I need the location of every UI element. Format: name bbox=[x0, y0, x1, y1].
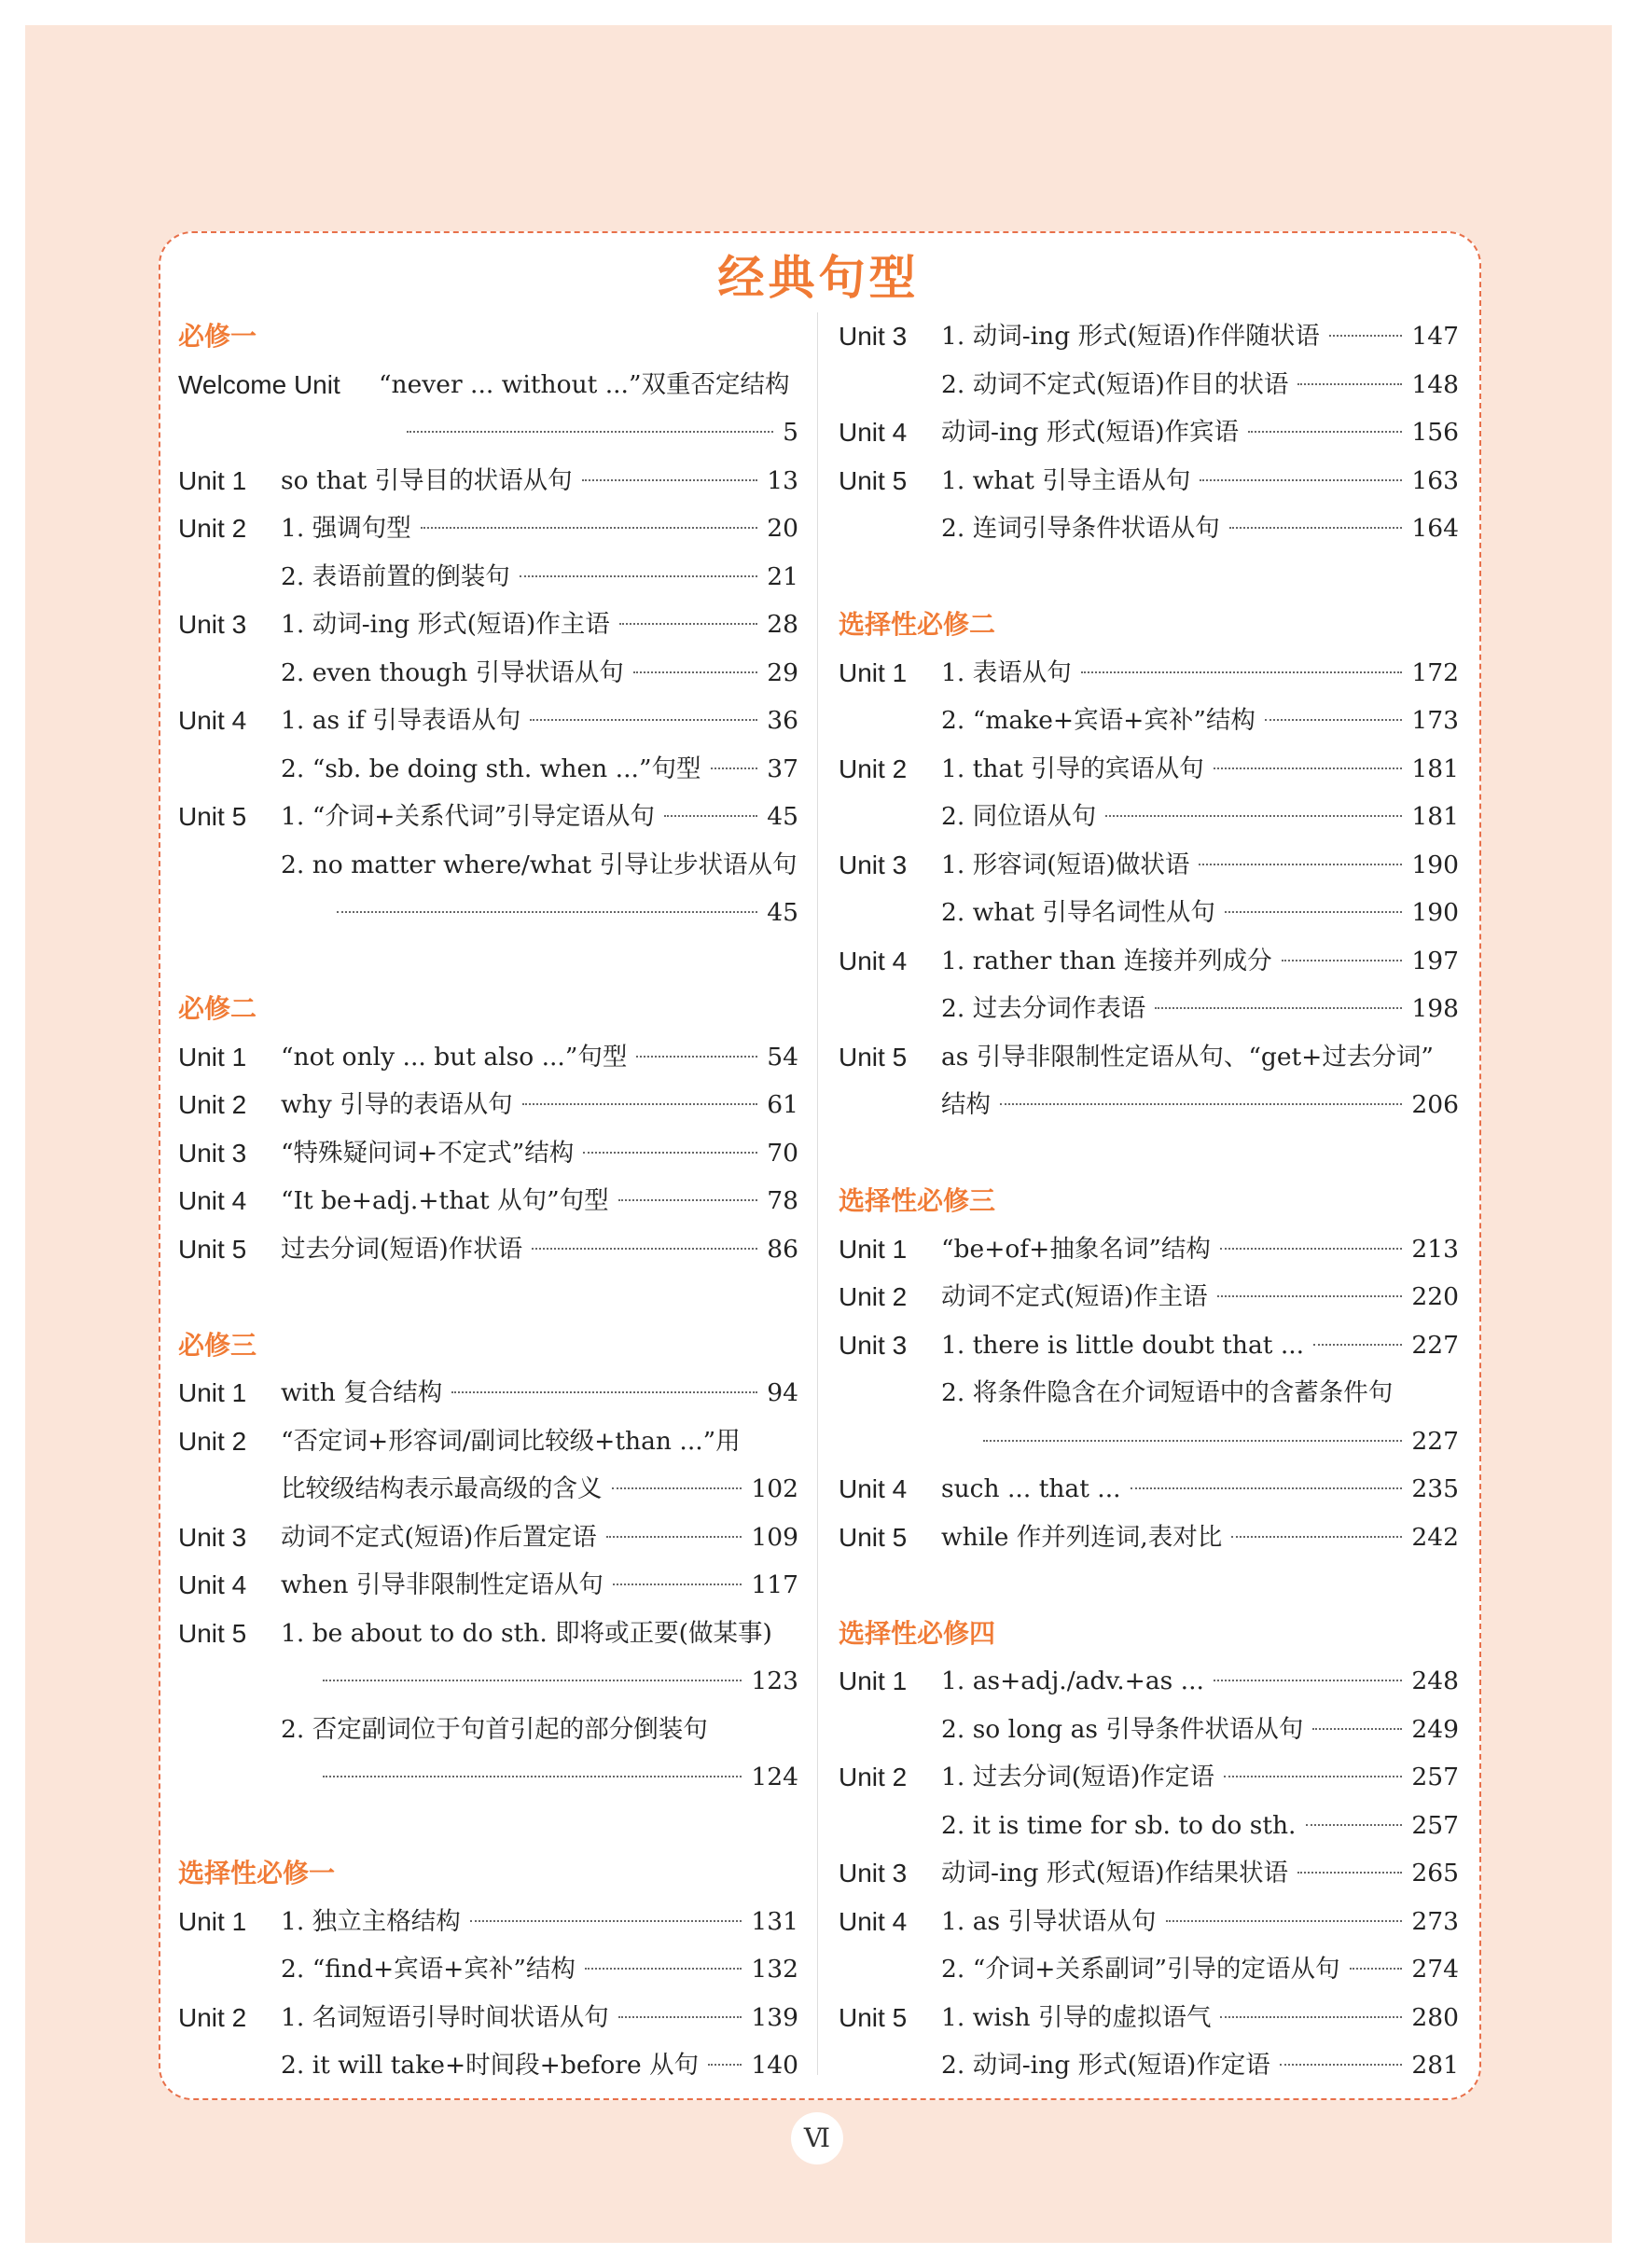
page-ref: 109 bbox=[751, 1522, 798, 1552]
unit-label: Unit 2 bbox=[178, 514, 247, 543]
page-ref: 29 bbox=[767, 657, 798, 687]
leader-dots bbox=[636, 1056, 757, 1058]
toc-entry[interactable] bbox=[178, 1418, 798, 1466]
unit-label: Unit 4 bbox=[839, 946, 908, 975]
page-ref: 172 bbox=[1411, 657, 1459, 687]
toc-entry[interactable] bbox=[839, 1273, 1459, 1321]
unit-label: Unit 1 bbox=[178, 1906, 247, 1936]
leader-dots bbox=[1166, 1920, 1403, 1922]
toc-entry[interactable] bbox=[839, 1753, 1459, 1802]
section-heading bbox=[178, 1321, 798, 1370]
entry-text: as 引导非限制性定语从句、“get+过去分词” bbox=[941, 1042, 1434, 1072]
unit-label: Unit 3 bbox=[178, 1522, 247, 1552]
leader-dots bbox=[407, 431, 773, 433]
entry-text: such ... that ... bbox=[941, 1474, 1121, 1503]
leader-dots bbox=[1081, 671, 1403, 673]
page-ref: 13 bbox=[767, 465, 798, 495]
entry-text: 2. 动词不定式(短语)作目的状语 bbox=[941, 369, 1289, 399]
toc-entry[interactable] bbox=[178, 1561, 798, 1610]
entry-text: 2. it is time for sb. to do sth. bbox=[941, 1810, 1297, 1840]
leader-dots bbox=[1220, 2016, 1402, 2018]
toc-entry[interactable] bbox=[178, 1369, 798, 1418]
section-title: 选择性必修二 bbox=[839, 609, 996, 640]
unit-label: Unit 1 bbox=[839, 1234, 908, 1264]
leader-dots bbox=[1312, 1728, 1402, 1730]
entry-text: 1. be about to do sth. 即将或正要(做某事) bbox=[281, 1618, 772, 1648]
leader-dots bbox=[1282, 960, 1403, 961]
leader-dots bbox=[1265, 719, 1403, 721]
leader-dots bbox=[337, 911, 757, 913]
unit-label: Unit 3 bbox=[839, 1330, 908, 1360]
page-ref: 280 bbox=[1411, 2002, 1459, 2032]
toc-entry[interactable] bbox=[839, 1849, 1459, 1898]
entry-text: 2. 表语前置的倒装句 bbox=[281, 561, 510, 591]
page-ref: 257 bbox=[1411, 1810, 1459, 1840]
toc-entry[interactable] bbox=[178, 361, 798, 409]
page-ref: 227 bbox=[1411, 1330, 1459, 1360]
entry-text: 1. as+adj./adv.+as ... bbox=[941, 1666, 1204, 1695]
leader-dots bbox=[532, 1248, 757, 1250]
page-ref: 181 bbox=[1411, 802, 1459, 831]
leader-dots bbox=[1306, 1824, 1403, 1826]
leader-dots bbox=[530, 719, 757, 721]
unit-label: Unit 2 bbox=[839, 1763, 908, 1791]
leader-dots bbox=[583, 1152, 757, 1154]
toc-entry[interactable] bbox=[178, 1610, 798, 1658]
leader-dots bbox=[1200, 479, 1402, 481]
section-heading bbox=[178, 312, 798, 361]
page-ref: 257 bbox=[1411, 1763, 1459, 1791]
leader-dots bbox=[582, 479, 758, 481]
entry-text: so that 引导目的状语从句 bbox=[281, 465, 573, 495]
toc-entry[interactable] bbox=[178, 649, 798, 698]
toc-entry[interactable] bbox=[178, 1945, 798, 1994]
leader-dots bbox=[664, 815, 757, 817]
page-ref: 117 bbox=[751, 1570, 798, 1599]
leader-dots bbox=[1000, 1103, 1402, 1105]
unit-label: Unit 1 bbox=[178, 1042, 247, 1072]
toc-entry[interactable] bbox=[839, 457, 1459, 505]
section-title: 必修二 bbox=[178, 993, 257, 1024]
entry-text: 2. “make+宾语+宾补”结构 bbox=[941, 706, 1255, 735]
toc-entry[interactable] bbox=[839, 1945, 1459, 1994]
unit-label: Unit 3 bbox=[839, 1859, 908, 1888]
section-heading bbox=[839, 1177, 1459, 1225]
entry-text: 比较级结构表示最高级的含义 bbox=[281, 1474, 603, 1503]
entry-text: 2. what 引导名词性从句 bbox=[941, 898, 1215, 927]
leader-dots bbox=[1329, 335, 1403, 337]
page-ref: 163 bbox=[1411, 465, 1459, 495]
leader-dots bbox=[1229, 527, 1403, 529]
unit-label: Unit 5 bbox=[839, 1522, 908, 1552]
entry-text: 1. there is little doubt that ... bbox=[941, 1330, 1305, 1360]
leader-dots bbox=[470, 1920, 742, 1922]
unit-label: Unit 5 bbox=[839, 465, 908, 495]
unit-label: Welcome Unit bbox=[178, 369, 340, 399]
section-heading bbox=[178, 985, 798, 1033]
toc-entry[interactable] bbox=[178, 1033, 798, 1082]
toc-entry[interactable] bbox=[839, 1465, 1459, 1514]
unit-label: Unit 2 bbox=[839, 754, 908, 783]
leader-dots bbox=[1350, 1968, 1403, 1970]
section-title: 选择性必修三 bbox=[839, 1185, 996, 1216]
page-ref: 242 bbox=[1411, 1522, 1459, 1552]
page-ref: 190 bbox=[1411, 850, 1459, 879]
leader-dots bbox=[1297, 1872, 1402, 1874]
page-ref: 102 bbox=[751, 1474, 798, 1503]
toc-entry[interactable] bbox=[839, 1081, 1459, 1129]
page-ref: 86 bbox=[767, 1234, 798, 1264]
unit-label: Unit 3 bbox=[839, 850, 908, 879]
unit-label: Unit 2 bbox=[839, 1282, 908, 1311]
toc-entry[interactable] bbox=[178, 697, 798, 745]
entry-text: 1. rather than 连接并列成分 bbox=[941, 946, 1272, 975]
page-ref: 156 bbox=[1411, 418, 1459, 447]
section-title: 必修三 bbox=[178, 1329, 257, 1361]
toc-entry[interactable] bbox=[178, 841, 798, 890]
entry-text: 1. 过去分词(短语)作定语 bbox=[941, 1763, 1214, 1791]
page-ref: 248 bbox=[1411, 1666, 1459, 1695]
entry-text: 动词-ing 形式(短语)作结果状语 bbox=[941, 1859, 1289, 1888]
entry-text: 1. 名词短语引导时间状语从句 bbox=[281, 2002, 609, 2032]
entry-text: 1. as 引导状语从句 bbox=[941, 1906, 1157, 1936]
page-ref: 54 bbox=[767, 1042, 798, 1072]
entry-text: while 作并列连词,表对比 bbox=[941, 1522, 1223, 1552]
left-column bbox=[178, 312, 798, 2090]
page-title: 经典句型 bbox=[717, 251, 920, 305]
toc-entry[interactable] bbox=[839, 505, 1459, 553]
entry-text: 2. “介词+关系副词”引导的定语从句 bbox=[941, 1955, 1340, 1984]
toc-entry[interactable] bbox=[178, 1514, 798, 1562]
toc-entry[interactable] bbox=[839, 889, 1459, 937]
page-ref: 220 bbox=[1411, 1282, 1459, 1311]
toc-entry[interactable] bbox=[178, 1994, 798, 2042]
toc-entry[interactable] bbox=[839, 1706, 1459, 1754]
entry-text: 1. 动词-ing 形式(短语)作主语 bbox=[281, 610, 610, 639]
toc-entry[interactable] bbox=[839, 1321, 1459, 1370]
toc-entry[interactable] bbox=[178, 408, 798, 457]
leader-dots bbox=[633, 671, 758, 673]
entry-text: 2. 动词-ing 形式(短语)作定语 bbox=[941, 2051, 1270, 2080]
toc-entry[interactable] bbox=[839, 1369, 1459, 1418]
unit-label: Unit 3 bbox=[178, 610, 247, 639]
entry-text: 2. 将条件隐含在介词短语中的含蓄条件句 bbox=[941, 1378, 1394, 1407]
leader-dots bbox=[1217, 1295, 1403, 1297]
entry-text: when 引导非限制性定语从句 bbox=[281, 1570, 603, 1599]
leader-dots bbox=[618, 2016, 742, 2018]
page-ref: 70 bbox=[767, 1138, 798, 1168]
leader-dots bbox=[983, 1440, 1402, 1442]
entry-text: “be+of+抽象名词”结构 bbox=[941, 1234, 1211, 1264]
unit-label: Unit 5 bbox=[178, 802, 247, 831]
page-ref: 61 bbox=[767, 1090, 798, 1119]
leader-dots bbox=[1280, 2064, 1403, 2066]
entry-text: 2. 连词引导条件状语从句 bbox=[941, 514, 1220, 543]
entry-text: “否定词+形容词/副词比较级+than ...”用 bbox=[281, 1426, 741, 1456]
entry-text: “never ... without ...”双重否定结构 bbox=[379, 369, 790, 399]
entry-text: 1. 形容词(短语)做状语 bbox=[941, 850, 1190, 879]
leader-dots bbox=[1297, 383, 1402, 385]
unit-label: Unit 4 bbox=[178, 1186, 247, 1215]
toc-entry[interactable] bbox=[839, 361, 1459, 409]
leader-dots bbox=[1225, 911, 1403, 913]
toc-entry[interactable] bbox=[839, 745, 1459, 794]
leader-dots bbox=[1214, 768, 1403, 769]
unit-label: Unit 5 bbox=[178, 1618, 247, 1648]
entry-text: 动词-ing 形式(短语)作宾语 bbox=[941, 418, 1240, 447]
page-ref: 227 bbox=[1411, 1426, 1459, 1456]
leader-dots bbox=[1248, 431, 1402, 433]
page-ref: 36 bbox=[767, 706, 798, 735]
page-ref: 21 bbox=[767, 561, 798, 591]
toc-entry[interactable] bbox=[178, 1753, 798, 1802]
page-ref: 198 bbox=[1411, 994, 1459, 1023]
toc-entry[interactable] bbox=[839, 697, 1459, 745]
leader-dots bbox=[1105, 815, 1402, 817]
leader-dots bbox=[451, 1391, 757, 1393]
entry-text: 2. 否定副词位于句首引起的部分倒装句 bbox=[281, 1714, 708, 1744]
leader-dots bbox=[613, 1583, 742, 1585]
section-heading bbox=[839, 601, 1459, 649]
leader-dots bbox=[323, 1776, 742, 1777]
entry-text: 2. “find+宾语+宾补”结构 bbox=[281, 1955, 576, 1984]
toc-entry[interactable] bbox=[178, 1225, 798, 1274]
leader-dots bbox=[1155, 1007, 1402, 1009]
leader-dots bbox=[323, 1680, 742, 1681]
page-ref: 197 bbox=[1411, 946, 1459, 975]
page-ref: 235 bbox=[1411, 1474, 1459, 1503]
entry-text: 2. no matter where/what 引导让步状语从句 bbox=[281, 850, 798, 879]
entry-text: 1. 动词-ing 形式(短语)作伴随状语 bbox=[941, 322, 1320, 351]
column-divider bbox=[817, 312, 818, 2075]
page-ref: 140 bbox=[751, 2051, 798, 2080]
toc-entry[interactable] bbox=[178, 1129, 798, 1178]
unit-label: Unit 2 bbox=[178, 1090, 247, 1119]
leader-dots bbox=[606, 1536, 742, 1538]
section-heading bbox=[178, 1849, 798, 1898]
toc-entry[interactable] bbox=[178, 1465, 798, 1514]
toc-entry[interactable] bbox=[178, 1706, 798, 1754]
page-ref: 281 bbox=[1411, 2051, 1459, 2080]
leader-dots bbox=[1224, 1776, 1403, 1777]
toc-entry[interactable] bbox=[839, 2041, 1459, 2090]
unit-label: Unit 4 bbox=[178, 1570, 247, 1599]
leader-dots bbox=[1231, 1536, 1402, 1538]
page-number: Ⅵ bbox=[791, 2112, 843, 2164]
toc-entry[interactable] bbox=[839, 408, 1459, 457]
toc-entry[interactable] bbox=[839, 1994, 1459, 2042]
entry-text: 1. 表语从句 bbox=[941, 657, 1072, 687]
right-column bbox=[839, 312, 1459, 2090]
unit-label: Unit 2 bbox=[178, 2002, 247, 2032]
leader-dots bbox=[618, 1199, 758, 1201]
entry-text: 动词不定式(短语)作后置定语 bbox=[281, 1522, 597, 1552]
page-ref: 181 bbox=[1411, 754, 1459, 783]
toc-entry[interactable] bbox=[839, 1418, 1459, 1466]
unit-label: Unit 5 bbox=[178, 1234, 247, 1264]
toc-entry[interactable] bbox=[839, 1033, 1459, 1082]
section-heading bbox=[839, 1610, 1459, 1658]
leader-dots bbox=[619, 623, 757, 625]
toc-entry[interactable] bbox=[178, 2041, 798, 2090]
entry-text: 1. 独立主格结构 bbox=[281, 1906, 461, 1936]
entry-text: 2. “sb. be doing sth. when ...”句型 bbox=[281, 754, 701, 783]
leader-dots bbox=[1199, 864, 1402, 865]
leader-dots bbox=[585, 1968, 742, 1970]
toc-entry[interactable] bbox=[839, 1898, 1459, 1946]
toc-entry[interactable] bbox=[178, 505, 798, 553]
leader-dots bbox=[708, 2064, 742, 2066]
leader-dots bbox=[520, 575, 758, 577]
toc-entry[interactable] bbox=[839, 985, 1459, 1033]
toc-entry[interactable] bbox=[839, 649, 1459, 698]
unit-label: Unit 4 bbox=[839, 1906, 908, 1936]
entry-text: 1. as if 引导表语从句 bbox=[281, 706, 521, 735]
toc-entry[interactable] bbox=[839, 1802, 1459, 1850]
toc-entry[interactable] bbox=[178, 1898, 798, 1946]
page-ref: 123 bbox=[751, 1666, 798, 1695]
entry-text: 过去分词(短语)作状语 bbox=[281, 1234, 523, 1264]
page-ref: 28 bbox=[767, 610, 798, 639]
leader-dots bbox=[711, 768, 758, 769]
unit-label: Unit 4 bbox=[839, 418, 908, 447]
entry-text: 2. even though 引导状语从句 bbox=[281, 657, 624, 687]
leader-dots bbox=[1214, 1680, 1402, 1681]
toc-entry[interactable] bbox=[178, 793, 798, 841]
page-ref: 164 bbox=[1411, 514, 1459, 543]
page-ref: 94 bbox=[767, 1378, 798, 1407]
leader-dots bbox=[522, 1103, 758, 1105]
unit-label: Unit 3 bbox=[178, 1138, 247, 1168]
toc-entry[interactable] bbox=[178, 1081, 798, 1129]
toc-entry[interactable] bbox=[839, 937, 1459, 986]
entry-text: with 复合结构 bbox=[281, 1378, 443, 1407]
page-ref: 206 bbox=[1411, 1090, 1459, 1119]
entry-text: 1. what 引导主语从句 bbox=[941, 465, 1191, 495]
entry-text: 2. it will take+时间段+before 从句 bbox=[281, 2051, 700, 2080]
toc-entry[interactable] bbox=[178, 889, 798, 937]
entry-text: “not only ... but also ...”句型 bbox=[281, 1042, 628, 1072]
entry-text: 结构 bbox=[941, 1090, 991, 1119]
toc-entry[interactable] bbox=[839, 793, 1459, 841]
entry-text: 2. 过去分词作表语 bbox=[941, 994, 1146, 1023]
toc-entry[interactable] bbox=[839, 312, 1459, 361]
entry-text: 1. wish 引导的虚拟语气 bbox=[941, 2002, 1212, 2032]
unit-label: Unit 2 bbox=[178, 1426, 247, 1456]
leader-dots bbox=[1313, 1344, 1402, 1346]
page-ref: 132 bbox=[751, 1955, 798, 1984]
page-ref: 5 bbox=[783, 418, 798, 447]
entry-text: 1. that 引导的宾语从句 bbox=[941, 754, 1204, 783]
leader-dots bbox=[1220, 1248, 1402, 1250]
unit-label: Unit 4 bbox=[839, 1474, 908, 1503]
page-ref: 190 bbox=[1411, 898, 1459, 927]
toc-entry[interactable] bbox=[839, 1514, 1459, 1562]
toc-entry[interactable] bbox=[839, 1657, 1459, 1706]
entry-text: “It be+adj.+that 从句”句型 bbox=[281, 1186, 609, 1215]
page-ref: 249 bbox=[1411, 1714, 1459, 1744]
page-ref: 265 bbox=[1411, 1859, 1459, 1888]
leader-dots bbox=[1131, 1487, 1403, 1489]
toc-entry[interactable] bbox=[178, 601, 798, 649]
page-ref: 147 bbox=[1411, 322, 1459, 351]
toc-entry[interactable] bbox=[839, 1225, 1459, 1274]
entry-text: why 引导的表语从句 bbox=[281, 1090, 513, 1119]
leader-dots bbox=[612, 1487, 742, 1489]
toc-entry[interactable] bbox=[178, 553, 798, 602]
page-ref: 273 bbox=[1411, 1906, 1459, 1936]
page-ref: 131 bbox=[751, 1906, 798, 1936]
section-title: 必修一 bbox=[178, 321, 257, 352]
unit-label: Unit 5 bbox=[839, 2002, 908, 2032]
unit-label: Unit 1 bbox=[839, 1666, 908, 1695]
page-ref: 20 bbox=[767, 514, 798, 543]
toc-entry[interactable] bbox=[178, 457, 798, 505]
leader-dots bbox=[421, 527, 758, 529]
entry-text: 1. “介词+关系代词”引导定语从句 bbox=[281, 802, 656, 831]
page-ref: 148 bbox=[1411, 369, 1459, 399]
page-ref: 139 bbox=[751, 2002, 798, 2032]
page-ref: 274 bbox=[1411, 1955, 1459, 1984]
page-ref: 213 bbox=[1411, 1234, 1459, 1264]
page-ref: 45 bbox=[767, 802, 798, 831]
entry-text: 2. so long as 引导条件状语从句 bbox=[941, 1714, 1304, 1744]
entry-text: 1. 强调句型 bbox=[281, 514, 411, 543]
page-ref: 173 bbox=[1411, 706, 1459, 735]
page-ref: 124 bbox=[751, 1763, 798, 1791]
unit-label: Unit 1 bbox=[178, 1378, 247, 1407]
unit-label: Unit 5 bbox=[839, 1042, 908, 1072]
section-title: 选择性必修一 bbox=[178, 1858, 336, 1888]
entry-text: “特殊疑问词+不定式”结构 bbox=[281, 1138, 575, 1168]
unit-label: Unit 4 bbox=[178, 706, 247, 735]
unit-label: Unit 3 bbox=[839, 322, 908, 351]
entry-text: 2. 同位语从句 bbox=[941, 802, 1097, 831]
page-ref: 78 bbox=[767, 1186, 798, 1215]
toc-entry[interactable] bbox=[178, 1657, 798, 1706]
page-ref: 37 bbox=[767, 754, 798, 783]
unit-label: Unit 1 bbox=[178, 465, 247, 495]
unit-label: Unit 1 bbox=[839, 657, 908, 687]
entry-text: 动词不定式(短语)作主语 bbox=[941, 1282, 1208, 1311]
section-title: 选择性必修四 bbox=[839, 1617, 996, 1649]
toc-entry[interactable] bbox=[178, 745, 798, 794]
page-ref: 45 bbox=[767, 898, 798, 927]
toc-entry[interactable] bbox=[178, 1177, 798, 1225]
toc-entry[interactable] bbox=[839, 841, 1459, 890]
